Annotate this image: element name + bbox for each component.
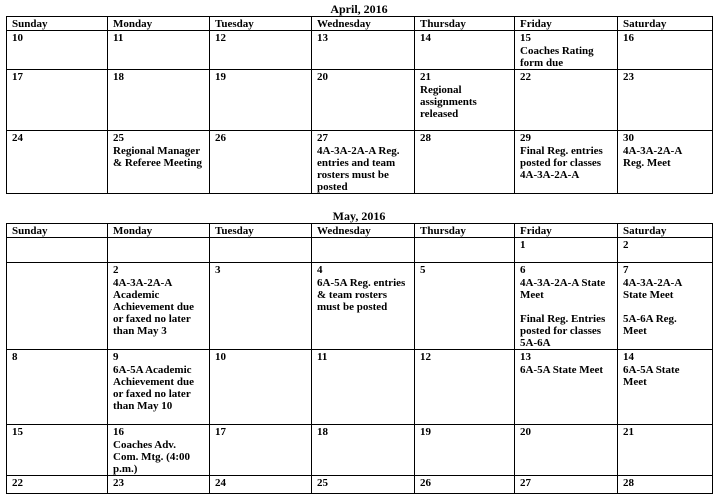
may-week-row <box>7 476 713 494</box>
day-number: 18 <box>317 426 328 438</box>
day-number: 19 <box>420 426 431 438</box>
day-cell <box>515 70 618 131</box>
april-header-wednesday: Wednesday <box>312 17 415 31</box>
day-number: 9 <box>113 351 119 363</box>
day-number: 29 <box>520 132 531 144</box>
may-week-row <box>7 350 713 425</box>
day-number: 7 <box>623 264 629 276</box>
day-cell <box>7 131 108 194</box>
april-week-row <box>7 31 713 70</box>
day-number: 18 <box>113 71 124 83</box>
day-number: 26 <box>215 132 226 144</box>
april-header-friday: Friday <box>515 17 618 31</box>
day-number: 5 <box>420 264 426 276</box>
day-number: 20 <box>520 426 531 438</box>
april-header-thursday: Thursday <box>415 17 515 31</box>
day-number: 26 <box>420 477 431 489</box>
day-cell <box>108 263 210 350</box>
day-cell <box>515 131 618 194</box>
april-title: April, 2016 <box>330 2 388 16</box>
april-header-sunday: Sunday <box>7 17 108 31</box>
day-cell <box>312 425 415 476</box>
day-event: 4A-3A-2A-A Academic Achievement due or faxed no later than May 3 <box>113 277 194 337</box>
day-number <box>12 264 107 277</box>
day-number: 24 <box>12 132 23 144</box>
day-number: 30 <box>623 132 634 144</box>
day-number: 10 <box>12 32 23 44</box>
may-week-row <box>7 425 713 476</box>
day-cell <box>618 350 713 425</box>
day-number: 21 <box>623 426 634 438</box>
day-cell <box>312 263 415 350</box>
day-cell <box>210 238 312 263</box>
april-week-row <box>7 70 713 131</box>
may-header-wednesday: Wednesday <box>312 224 415 238</box>
day-cell <box>7 476 108 494</box>
day-event: 6A-5A Reg. entries & team rosters must be posted <box>317 277 406 313</box>
day-cell <box>515 425 618 476</box>
day-number: 23 <box>623 71 634 83</box>
day-number <box>420 239 514 252</box>
day-number: 12 <box>215 32 226 44</box>
day-cell <box>515 476 618 494</box>
day-cell <box>618 263 713 350</box>
day-cell <box>210 425 312 476</box>
day-cell <box>312 238 415 263</box>
day-cell <box>7 31 108 70</box>
day-cell <box>415 425 515 476</box>
day-cell <box>210 70 312 131</box>
day-event: 4A-3A-2A-A Reg. entries and team rosters must be posted <box>317 145 400 193</box>
april-calendar <box>6 16 713 194</box>
day-cell <box>415 70 515 131</box>
day-cell <box>312 350 415 425</box>
day-cell <box>618 425 713 476</box>
day-event: 6A-5A State Meet <box>520 364 604 376</box>
may-header-sunday: Sunday <box>7 224 108 238</box>
day-number: 11 <box>113 32 124 44</box>
day-cell <box>515 263 618 350</box>
day-cell <box>515 31 618 70</box>
day-number: 3 <box>215 264 221 276</box>
day-cell <box>7 350 108 425</box>
day-cell <box>7 263 108 350</box>
day-number: 13 <box>317 32 328 44</box>
day-number: 28 <box>623 477 634 489</box>
day-number: 28 <box>420 132 431 144</box>
day-cell <box>415 31 515 70</box>
day-number: 11 <box>317 351 328 363</box>
day-cell <box>210 263 312 350</box>
may-week-row <box>7 238 713 263</box>
day-cell <box>108 425 210 476</box>
day-number: 20 <box>317 71 328 83</box>
may-header-tuesday: Tuesday <box>210 224 312 238</box>
day-number: 27 <box>317 132 328 144</box>
day-number: 23 <box>113 477 124 489</box>
day-event: 4A-3A-2A-A State Meet Final Reg. Entries posted for classes 5A-6A <box>520 277 606 349</box>
day-cell <box>7 70 108 131</box>
day-number: 25 <box>317 477 328 489</box>
day-number: 15 <box>12 426 23 438</box>
day-number: 14 <box>623 351 634 363</box>
day-cell <box>415 476 515 494</box>
april-week-row <box>7 131 713 194</box>
may-header-row <box>7 224 713 238</box>
day-number: 14 <box>420 32 431 44</box>
day-cell <box>210 476 312 494</box>
day-event: Coaches Adv. Com. Mtg. (4:00 p.m.) <box>113 439 190 475</box>
day-number: 19 <box>215 71 226 83</box>
day-number <box>12 239 107 252</box>
day-cell <box>515 238 618 263</box>
day-event: Regional assignments released <box>420 84 477 120</box>
day-event: 6A-5A Academic Achievement due or faxed no later than May 10 <box>113 364 194 412</box>
day-cell <box>312 131 415 194</box>
day-cell <box>618 31 713 70</box>
april-header-row <box>7 17 713 31</box>
day-number: 12 <box>420 351 431 363</box>
day-event: Coaches Rating form due <box>520 45 594 69</box>
day-number: 4 <box>317 264 323 276</box>
day-cell <box>515 350 618 425</box>
day-number: 2 <box>623 239 629 251</box>
day-cell <box>108 476 210 494</box>
may-header-thursday: Thursday <box>415 224 515 238</box>
april-header-saturday: Saturday <box>618 17 713 31</box>
day-cell <box>415 263 515 350</box>
day-cell <box>108 350 210 425</box>
day-cell <box>312 70 415 131</box>
day-number: 24 <box>215 477 226 489</box>
day-cell <box>108 70 210 131</box>
day-number: 15 <box>520 32 531 44</box>
day-number: 8 <box>12 351 18 363</box>
day-event: Regional Manager & Referee Meeting <box>113 145 202 169</box>
day-cell <box>415 350 515 425</box>
day-number: 27 <box>520 477 531 489</box>
day-event: 4A-3A-2A-A Reg. Meet <box>623 145 683 169</box>
day-cell <box>618 476 713 494</box>
day-number: 2 <box>113 264 119 276</box>
may-header-saturday: Saturday <box>618 224 713 238</box>
may-header-monday: Monday <box>108 224 210 238</box>
day-number: 17 <box>215 426 226 438</box>
day-number: 6 <box>520 264 526 276</box>
day-cell <box>7 238 108 263</box>
day-cell <box>210 31 312 70</box>
day-cell <box>210 131 312 194</box>
day-event: 4A-3A-2A-A State Meet 5A-6A Reg. Meet <box>623 277 683 337</box>
day-cell <box>210 350 312 425</box>
april-header-tuesday: Tuesday <box>210 17 312 31</box>
day-number: 22 <box>520 71 531 83</box>
day-number <box>113 239 209 252</box>
day-cell <box>312 31 415 70</box>
day-cell <box>415 238 515 263</box>
day-number: 21 <box>420 71 431 83</box>
day-number: 1 <box>520 239 526 251</box>
day-cell <box>618 70 713 131</box>
day-number: 22 <box>12 477 23 489</box>
day-number: 10 <box>215 351 226 363</box>
day-cell <box>618 238 713 263</box>
may-header-friday: Friday <box>515 224 618 238</box>
day-cell <box>108 131 210 194</box>
day-event: 6A-5A State Meet <box>623 364 680 388</box>
may-title: May, 2016 <box>332 209 386 223</box>
day-number: 17 <box>12 71 23 83</box>
day-number: 16 <box>623 32 634 44</box>
day-number: 16 <box>113 426 124 438</box>
day-number: 25 <box>113 132 124 144</box>
may-calendar <box>6 223 713 494</box>
day-number: 13 <box>520 351 531 363</box>
day-cell <box>7 425 108 476</box>
day-cell <box>312 476 415 494</box>
day-cell <box>108 31 210 70</box>
day-number <box>215 239 311 252</box>
day-cell <box>415 131 515 194</box>
may-week-row <box>7 263 713 350</box>
day-cell <box>108 238 210 263</box>
day-event: Final Reg. entries posted for classes 4A-3A-2A-A <box>520 145 603 181</box>
april-header-monday: Monday <box>108 17 210 31</box>
day-number <box>317 239 414 252</box>
day-cell <box>618 131 713 194</box>
